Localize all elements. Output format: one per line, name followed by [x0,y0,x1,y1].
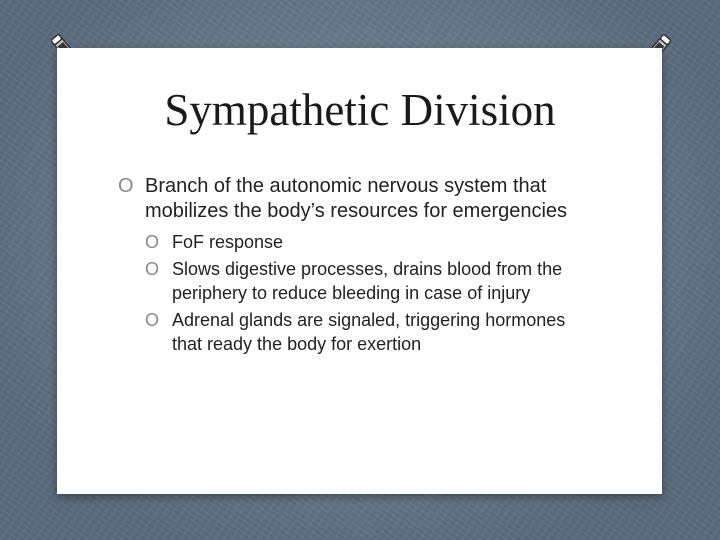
slide-title: Sympathetic Division [164,85,556,135]
bullet-item [118,174,598,224]
sub-bullet-item [145,230,598,254]
slide-content [118,174,598,359]
bullet-text: Branch of the autonomic nervous system that mobilizes the body’s resources for emergencies [145,175,568,222]
sub-bullet-text: Slows digestive processes, drains blood from the periphery to reduce bleeding in case of injury [172,259,563,303]
sub-bullet-item [145,308,598,356]
bullet-marker: O [118,175,134,197]
sub-bullet-item [145,257,598,305]
sub-bullet-marker: O [145,232,160,252]
sub-bullet-marker: O [145,310,160,330]
sub-bullet-text: FoF response [172,232,284,252]
sub-bullet-marker: O [145,259,160,279]
sub-bullet-text: Adrenal glands are signaled, triggering hormones that ready the body for exertion [172,310,566,354]
sub-bullet-list [118,230,598,356]
